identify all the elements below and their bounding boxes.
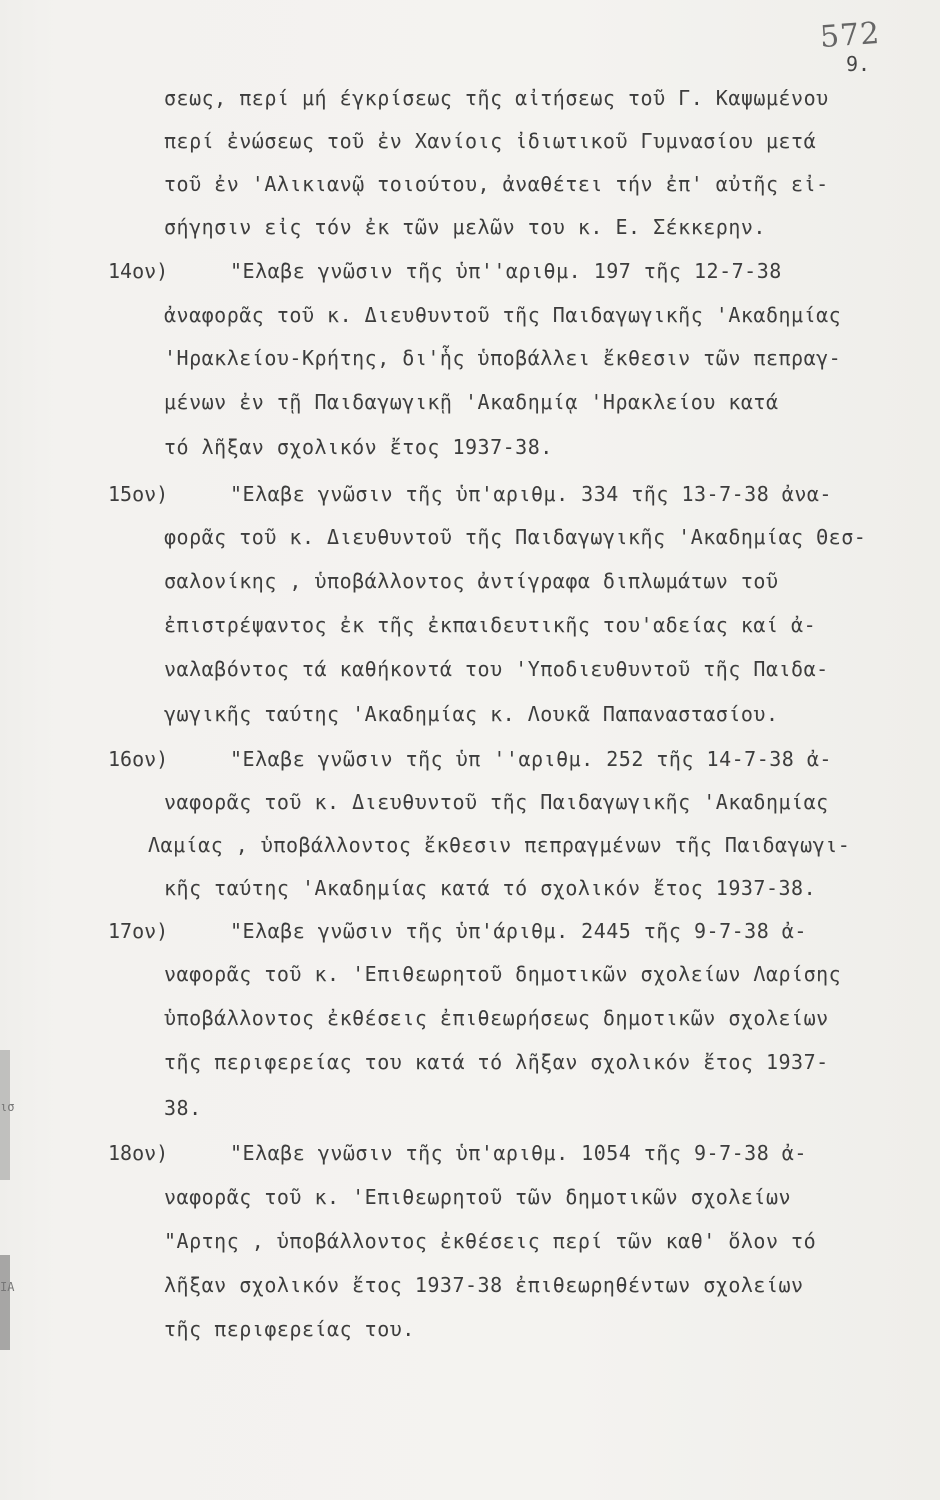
text-line: "Ελαβε γνῶσιν τῆς ὑπ ''αριθμ. 252 τῆς 14-7-38 ἀ- [230, 747, 832, 771]
text-line: σήγησιν εἰς τόν ἐκ τῶν μελῶν του κ. Ε. Σέκκερην. [164, 215, 766, 239]
text-line: τῆς περιφερείας του κατά τό λῆξαν σχολικόν ἔτος 1937- [164, 1050, 829, 1074]
text-line: 'Ηρακλείου-Κρήτης, δι'ἧς ὑποβάλλει ἔκθεσιν τῶν πεπραγ- [164, 346, 842, 370]
margin-fragment: ισ [0, 1100, 15, 1114]
text-line: ναφορᾶς τοῦ κ. Διευθυντοῦ τῆς Παιδαγωγικῆς 'Ακαδημίας [164, 790, 829, 814]
text-line: ὑποβάλλοντος ἐκθέσεις ἐπιθεωρήσεως δημοτικῶν σχολείων [164, 1006, 829, 1030]
text-line: "Ελαβε γνῶσιν τῆς ὑπ'αριθμ. 1054 τῆς 9-7-38 ἀ- [230, 1141, 807, 1165]
item-number: 17ον) [108, 919, 169, 943]
text-line: φορᾶς τοῦ κ. Διευθυντοῦ τῆς Παιδαγωγικῆς 'Ακαδημίας Θεσ- [164, 525, 867, 549]
text-line: 38. [164, 1096, 202, 1120]
text-line: κῆς ταύτης 'Ακαδημίας κατά τό σχολικόν ἔτος 1937-38. [164, 876, 817, 900]
text-line: Λαμίας , ὑποβάλλοντος ἔκθεσιν πεπραγμένων τῆς Παιδαγωγι- [148, 833, 851, 857]
text-line: σαλονίκης , ὑποβάλλοντος ἀντίγραφα διπλωμάτων τοῦ [164, 569, 779, 593]
text-line: σεως, περί μή έγκρίσεως τῆς αἰτήσεως τοῦ Γ. Καψωμένου [164, 86, 829, 110]
item-number: 15ον) [108, 482, 169, 506]
text-line: τῆς περιφερείας του. [164, 1317, 415, 1341]
scan-edge-shadow [0, 1050, 10, 1180]
text-line: ἀναφορᾶς τοῦ κ. Διευθυντοῦ τῆς Παιδαγωγικῆς 'Ακαδημίας [164, 303, 842, 327]
text-line: "Ελαβε γνῶσιν τῆς ὑπ'αριθμ. 334 τῆς 13-7-38 ἀνα- [230, 482, 832, 506]
text-line: περί ἐνώσεως τοῦ ἐν Χανίοις ἰδιωτικοῦ Γυμνασίου μετά [164, 129, 817, 153]
text-line: γωγικῆς ταύτης 'Ακαδημίας κ. Λουκᾶ Παπαναστασίου. [164, 702, 779, 726]
text-line: "Ελαβε γνῶσιν τῆς ὑπ'άριθμ. 2445 τῆς 9-7-38 ἀ- [230, 919, 807, 943]
text-line: τοῦ ἐν 'Αλικιανῷ τοιούτου, ἀναθέτει τήν ἐπ' αὐτῆς εἰ- [164, 172, 829, 196]
text-line: τό λῆξαν σχολικόν ἔτος 1937-38. [164, 435, 553, 459]
text-line: ναφορᾶς τοῦ κ. 'Επιθεωρητοῦ τῶν δημοτικῶν σχολείων [164, 1185, 792, 1209]
page-number: 9. [846, 52, 871, 76]
text-line: ναλαβόντος τά καθήκοντά του 'Υποδιευθυντοῦ τῆς Παιδα- [164, 657, 829, 681]
text-line: ναφορᾶς τοῦ κ. 'Επιθεωρητοῦ δημοτικῶν σχολείων Λαρίσης [164, 962, 842, 986]
text-line: ἐπιστρέψαντος ἐκ τῆς ἐκπαιδευτικῆς του'αδείας καί ἀ- [164, 613, 817, 637]
text-line: λῆξαν σχολικόν ἔτος 1937-38 ἐπιθεωρηθέντων σχολείων [164, 1273, 804, 1297]
text-line: "Ελαβε γνῶσιν τῆς ὑπ''αριθμ. 197 τῆς 12-7-38 [230, 259, 782, 283]
margin-fragment: ΙΑ [0, 1280, 15, 1294]
text-line: "Αρτης , ὑποβάλλοντος ἐκθέσεις περί τῶν καθ' ὅλον τό [164, 1229, 817, 1253]
text-line: μένων ἐν τῇ Παιδαγωγικῇ 'Ακαδημίᾳ 'Ηρακλείου κατά [164, 390, 779, 414]
item-number: 14ον) [108, 259, 169, 283]
folio-number: 572 [818, 15, 882, 56]
scan-edge-shadow [0, 1255, 10, 1350]
item-number: 18ον) [108, 1141, 169, 1165]
item-number: 16ον) [108, 747, 169, 771]
